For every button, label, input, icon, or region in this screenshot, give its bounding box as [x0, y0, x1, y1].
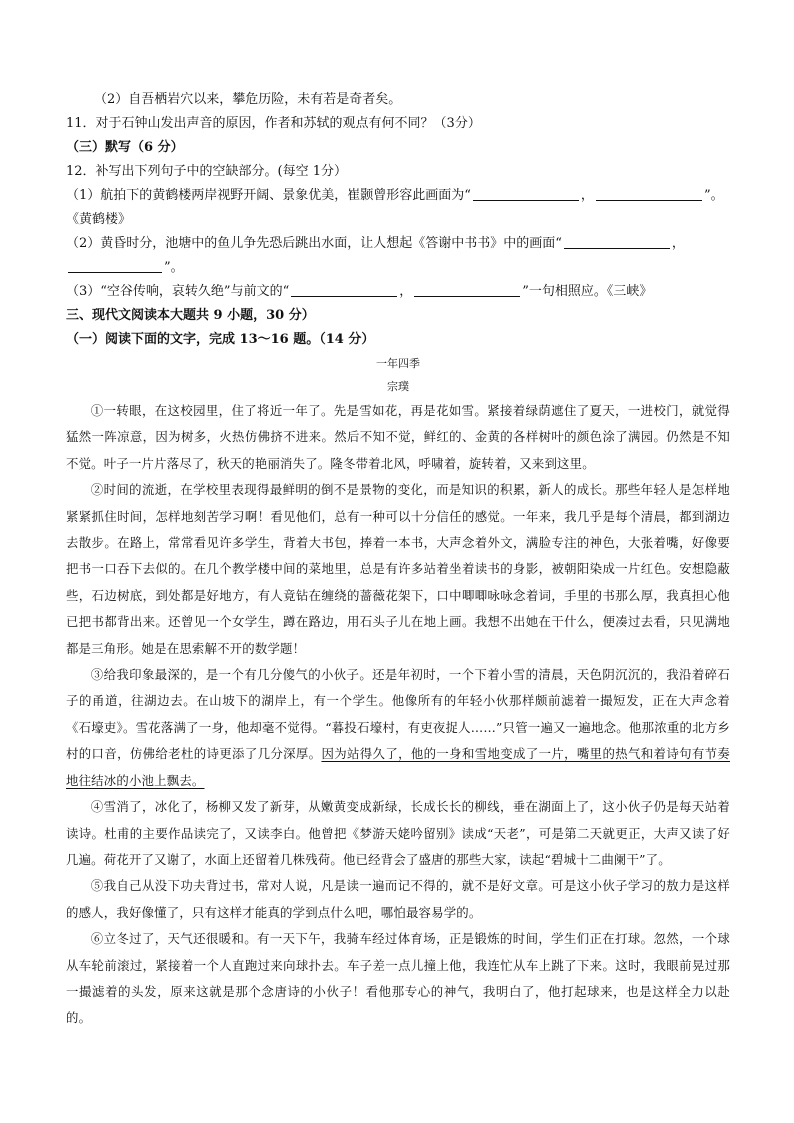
fill-blank[interactable] [414, 282, 520, 297]
question-12-item-3: （3）“空谷传响，哀转久绝”与前文的“ ， ”一句相照应。《三峡》 [66, 284, 653, 299]
article-title: 一年四季 [376, 357, 420, 370]
fill-blank[interactable] [564, 234, 670, 249]
answer-option-2: （2）自吾栖岩穴以来，攀危历险，未有若是奇者矣。 [94, 92, 402, 107]
article-paragraph-4: ④雪消了，冰化了，杨柳又发了新芽，从嫩黄变成新绿，长成长长的柳线，垂在湖面上了，这小伙子仍是每天站着读诗。杜甫的主要作品读完了，又读李白。他曾把《梦游天姥吟留别》读成“天老”，可是第二天就更正，大声又读了好几遍。荷花开了又谢了，水面上还留着几株残荷。他已经背会了盛唐的那些大家，读起“碧城十二曲阑干”了。 [66, 799, 730, 867]
exam-page [66, 88, 730, 1032]
section-dictation-heading: （三）默写（6 分） [66, 140, 184, 155]
fill-blank[interactable] [291, 282, 397, 297]
part-3-heading: 三、现代文阅读本大题共 9 小题，30 分） [66, 308, 315, 323]
article-author: 宗璞 [387, 380, 409, 393]
article-paragraph-2: ②时间的流逝，在学校里表现得最鲜明的倒不是景物的变化，而是知识的积累，新人的成长。那些年轻人是怎样地紧紧抓住时间，怎样地刻苦学习啊！看见他们，总有一种可以十分信任的感觉。一年来，我几乎是每个清晨，都到湖边去散步。在路上，常常看见许多学生，背着大书包，捧着一本书，大声念着外文，满脸专注的神色，大张着嘴，好像要把书一口吞下去似的。在几个教学楼中间的菜地里，总是有许多站着坐着读书的身影，被朝阳染成一片红色。安想隐蔽些，石边树底，到处都是好地方，有人竟钻在缠绕的蔷薇花架下，口中唧唧咏咏念着词，手里的书那么厚，我真担心他已把书都背出来。还曾见一个女学生，蹲在路边，用石头子儿在地上画。我想不出她在干什么，便凑过去看，只见满地都是三角形。她是在思索解不开的数学题！ [66, 482, 730, 656]
underlined-sentence: 因为站得久了，他的一身和雪地变成了一片，嘴里的热气和着诗句有节奏地往结冰的小池上飘去。 [66, 746, 730, 788]
part-3-reading-1-heading: （一）阅读下面的文字，完成 13～16 题。（14 分） [66, 332, 375, 347]
question-12-item-2: （2）黄昏时分，池塘中的鱼儿争先恐后跳出水面，让人想起《答谢中书书》中的画面“ ， [66, 236, 685, 251]
fill-blank[interactable] [68, 258, 162, 273]
question-12-item-2-cont: ”。 [66, 256, 730, 280]
question-11: 11．对于石钟山发出声音的原因，作者和苏轼的观点有何不同？（3分） [66, 116, 481, 131]
article-paragraph-3: ③给我印象最深的，是一个有几分傻气的小伙子。还是年初时，一个下着小雪的清晨，天色阴沉沉的，我沿着碎石子的甬道，往湖边去。在山坡下的湖岸上，有一个学生。他像所有的年轻小伙那样颇前滤着一撮短发，正在大声念着《石壕吏》。雪花落满了一身，他却毫不觉得。“暮投石壕村，有吏夜捉人……”只管一遍又一遍地念。他那浓重的北方乡村的口音，仿佛给老杜的诗更添了几分深厚。因为站得久了，他的一身和雪地变成了一片，嘴里的热气和着诗句有节奏地往结冰的小池上飘去。 [66, 667, 730, 788]
article-paragraph-1: ①一转眼，在这校园里，住了将近一年了。先是雪如花，再是花如雪。紧接着绿荫遮住了夏天，一进校门，就觉得猛然一阵凉意，因为树多，火热仿佛挤不进来。然后不知不觉，鲜红的、金黄的各样树叶的颜色涂了满园。仍然是不知不觉。叶子一片片落尽了，秋天的艳丽消失了。隆冬带着北风，呼啸着，旋转着，又来到这里。 [66, 403, 730, 471]
article-paragraph-5: ⑤我自己从没下功夫背过书，常对人说，凡是读一遍而记不得的，就不是好文章。可是这小伙子学习的敖力是这样的感人，我好像懂了，只有这样才能真的学到点什么吧，哪怕最容易学的。 [66, 878, 730, 920]
question-12-item-1-source: 《黄鹤楼》 [66, 212, 132, 227]
question-12: 12．补写出下列句子中的空缺部分。(每空 1分） [66, 164, 348, 179]
fill-blank[interactable] [596, 186, 702, 201]
fill-blank[interactable] [473, 186, 579, 201]
article-paragraph-6: ⑥立冬过了，天气还很暖和。有一天下午，我骑车经过体育场，正是锻炼的时间，学生们正在打球。忽然，一个球从车轮前滚过，紧接着一个人直跑过来向球扑去。车子差一点儿撞上他，我连忙从车上跳了下来。这时，我眼前晃过那一撮滤着的头发，原来这就是那个念唐诗的小伙子！看他那专心的神气，我明白了，他打起球来，也是这样全力以赴的。 [66, 931, 730, 1026]
question-12-item-1: （1）航拍下的黄鹤楼两岸视野开阔、景象优美，崔颢曾形容此画面为“ ， ”。 [66, 188, 724, 203]
